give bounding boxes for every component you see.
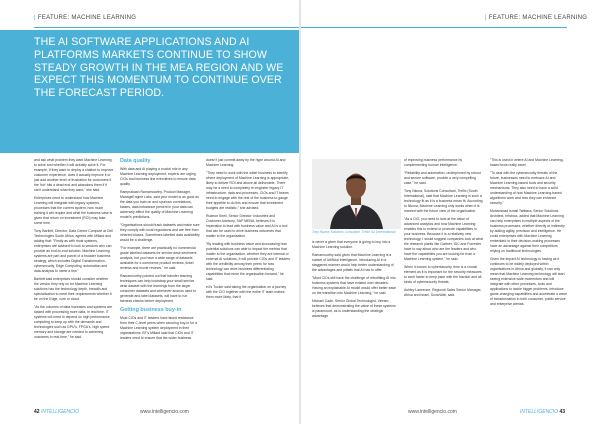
paragraph: Most CIOs and IT leaders have faced resistance from their C-level peers when securing buy-in for a Machine Learning system deployment in their organisations. BT's Millard said that CIOs and IT leaders need to ensure that the wider business [120, 316, 197, 340]
portrait-photo [312, 159, 401, 229]
section-label-right: | FEATURE: MACHINE LEARNING [485, 15, 588, 21]
subheading-business-buy-in: Getting business buy-in [120, 307, 182, 313]
paragraph: "By leading with business value and showcasing how potential solutions can able to impact the metrics that matter to the organisation, whether they are internal or external AI solutions, it will provide CIOs and IT leaders with the credibility among their peers for how technology can drive business differentiating capabilities that move the organisation forward," he said. [206, 242, 291, 281]
person-photo-icon [312, 159, 401, 229]
paragraph: "As a CIO, you need to look at the value of advanced analytics and how Machine Learning enables this to extend or promote capabilities in your business. Because it is a relatively new technology, I would suggest companies look at what the research plants like Gartner, IDC and Forrester have to say about who are the leaders and who have the capabilities you are looking for from a Machine Learning system," he said. [404, 217, 484, 261]
paragraph: of improving business performance by complementing human intelligence. [404, 158, 463, 167]
paragraph: Ashley Lawrence, Regional Sales Senior Manager, Africa and Israel, SonicWall, said: [404, 288, 482, 297]
paragraph: e4's Tucker said taking the organisation on a journey with the CIO together with the entire IT team makes them more likely, that it [206, 285, 287, 299]
headline: THE AI SOFTWARE APPLICATIONS AND AI PLATFORMS MARKETS CONTINUE TO SHOW STEADY GROWTH IN THE MEA REGION AND WE EXPECT THIS MOMENTUM TO CONTINUE OVER THE FORECAST PERIOD. [34, 36, 284, 100]
paragraph: and ask what problem they want Machine Learning to solve and whether it will actually solve it. For example, if they want to deploy a chatbot to improve customer experience, does it actually improve it or just add another level of frustration for customers if the 'bot' hits a dead end and abandons them if it can't understand what they want," she said. [34, 158, 114, 192]
paragraph: "For example, there are practically no commercial grade labelled datasets for service desk sentiment analysis, but you have a wide range of datasets available for e-commerce product reviews, ticket reviews and movie reviews," he said. [120, 246, 197, 270]
page-gutter [299, 0, 301, 424]
section-label-left: | FEATURE: MACHINE LEARNING [34, 15, 137, 21]
paragraph: With data and AI playing a crucial role in any Machine Learning deployment, experts are urging CIOs and business line executives to ensure data quality. [120, 167, 196, 186]
paragraph: "Reliability and automation, underpinned by robust and secure software, provide a very compelling case," he said. [404, 171, 481, 185]
magazine-name-left: INTELLIGENCIO [40, 409, 80, 415]
top-rule-right [301, 27, 567, 28]
paragraph: "Organisations should track datasets and make sure they comply with local regulations and are free from inherent biases. Sometimes labelled data availability would be a challenge. [120, 223, 200, 242]
photo-caption: Tony Nkuna, Solutions Consultant, Trellix SA (International) [312, 230, 396, 234]
paragraph: Rudeon Snell, Senior Director: Industries and Customer Advisory, SAP MENA, believes it is imperative to lead with business value and AI is a tool that can be used to drive business outcomes that matter to the organisation. [206, 214, 288, 238]
paragraph: "Most CIOs still have the challenge of retrofitting AI into business systems that have existed over decades. Having an explainable AI model would offer better ease on the transition into Machine Learning," he said. [312, 276, 397, 295]
column-2 [120, 156, 200, 344]
paragraph: Given the impact AI technology is having as it continues to be widely deployed within organisations in Africa and globally, it can only mean that Machine Learning technology will start seeing extensive wide momentum and will integrate with other processes, tools and applications to tackle bigger problems, introduce game-changing capabilities and accelerate a wave of transformation in both consumer, public service and enterprise arenas. [490, 257, 568, 306]
paragraph: Enterprises need to understand how Machine Learning will integrate with legacy systems, processes that the current system, how much training it will require and what the business case is given that return on investment (ROI) may take some time. [34, 196, 113, 225]
page-number-right: 43 [559, 409, 566, 415]
footer-left [34, 409, 79, 415]
paragraph: Ramprakash Ramamoorthy, Product Manager, ManageEngine Labs, said your model is as good as the data you train on and spurious correlations, biases, data imbalance present in your data can adversely affect the quality of Machine Learning model's predictions. [120, 190, 199, 219]
paragraph: "This is used in where AI and Machine Learning-based tools really excel. [490, 158, 564, 167]
column-1 [34, 158, 114, 343]
footer-right [520, 409, 565, 415]
magazine-name-right: INTELLIGENCIO [520, 409, 559, 415]
paragraph: When it comes to cybersecurity, time is a crucial element as it is important for the security measures to work faster to keep pace with the fraction and all kinds of cybersecurity threats. [404, 265, 482, 284]
column-3 [206, 158, 290, 303]
paragraph: Michael Cade, Senior Global Technologist, Veeam, believes that demonstrating the value of these systems is paramount, as is understanding the strategic advantage [312, 299, 396, 318]
paragraph: "As the volumes of data increases and systems are tasked with processing more data, in real time, IT systems will need to depend on high performance computing to keep up with the demands and technologies such as GPU's, FPGA's, high speed memory and storage are needed to achieving outcomes in real-time," he said. [34, 305, 113, 339]
top-rule-left [34, 27, 299, 28]
paragraph: "They need to work with the wider business to identify where deployment of Machine Learning is appropriate, likely to deliver ROI and above all deliverable. There may be a need to completely re-engineer legacy IT infrastructure, data and processes. CIOs and IT teams need to engage with the rest of the business to gauge their appetite to do this and ensure that investment budgets are realistic," she advised. [206, 171, 289, 210]
section-label-right-text: FEATURE: MACHINE LEARNING [488, 15, 588, 21]
column-5 [404, 158, 484, 301]
subheading-data-quality: Data quality [120, 158, 151, 164]
paragraph: Mohammad Ismail Tabbara, Senior Solutions Architect, Infoblox, added that Machine Learning can help enterprises in multiple aspects of the business processes, whether directly or indirectly by adding agility, precision and intelligence. He could enterprises with Machine Learning embedded in their decision-making processes have an advantage against their competitors relying on traditional technologies. [490, 209, 565, 253]
page-number-left: 42 [34, 409, 40, 415]
paragraph: Ramamoorthy said given that Machine Learning is a subset of Artificial Intelligence, introducing AI in a staggered manner would help better understanding of the advantages and pitfalls that AI has to offer. [312, 253, 394, 272]
paragraph: Tony Nkuna, Solutions Consultant, Trellix (South International), said that Machine Learning is such a technology fit as it is a business mean fit. According to Nkuna, Machine Learning only works when it is married with the future view of the organisation. [404, 189, 483, 213]
column-4 [312, 240, 398, 322]
column-6 [490, 158, 568, 310]
paragraph: Tony Bartlett, Director, Data Centre Compute at Dell Technologies South Africa, agreed with Millard and adding that: "Firstly as with most systems, enterprises are advised to look to vendors who can provide an end-to-end solution. Machine Learning systems are part and parcel of a broader business strategy, which includes Digital Transformation, cybersecurity, Edge Computing, automation and data analysis to name a few." [34, 229, 113, 273]
paragraph: doesn't just commit away by the hype around AI and Machine Learning. [206, 158, 286, 167]
paragraph: Bartlett said enterprises should consider whether the vendor they rely on for Machine Learning solutions has the technology depth, breadth and specialisation to meet their requirements whether it be on the Edge, core or cloud. [34, 277, 112, 301]
paragraph: "To deal with the cybersecurity threats of the future, businesses need to embrace AI and Machine Learning-based tools and security mechanisms. They also need to have a solid understanding of how Machine Learning-based algorithms work and how they can enhance security." [490, 171, 562, 205]
footer-url-right[interactable]: www.intelligencio.com [408, 409, 457, 415]
section-label-left-text: FEATURE: MACHINE LEARNING [37, 15, 137, 21]
paragraph: Ramamoorthy pointed out that transfer learning techniques can help bootstrap your small service desk dataset with the learnings from the larger consumer datasets and whenever ammos used to generate and label datasets, will have to run fairness checks before deployment. [120, 274, 197, 303]
footer-url-left[interactable]: www.intelligencio.com [140, 409, 189, 415]
paragraph: is never a given that everyone is going to buy into a Machine Learning solution. [312, 240, 391, 249]
